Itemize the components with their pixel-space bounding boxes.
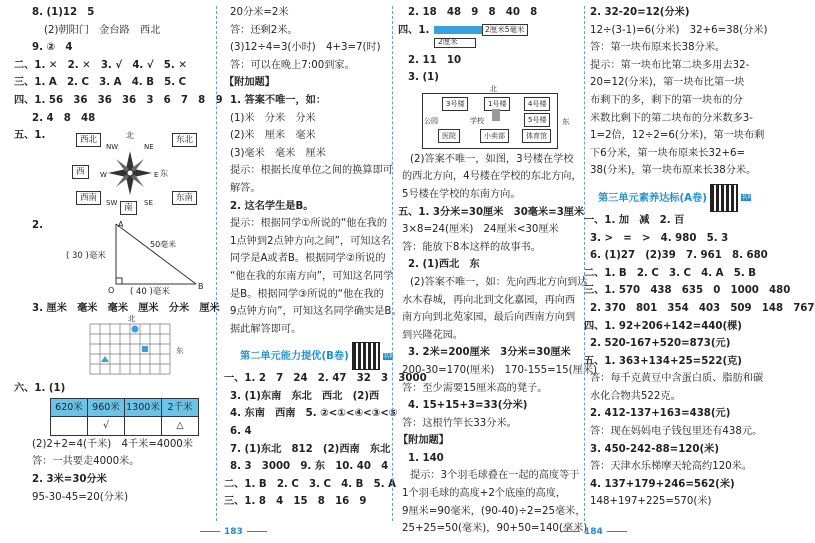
answer-line: (3)毫米 毫米 厘米 xyxy=(230,147,326,159)
table-header: 960米 xyxy=(88,398,125,417)
section-title: 第三单元素养达标(A卷) xyxy=(598,192,707,204)
side-label: ( 40 )毫米 xyxy=(130,287,170,298)
page-number-right: 184 xyxy=(556,527,631,537)
answer-line: 4. 东南 西南 5. ②<①<④<③<⑤ xyxy=(230,408,398,420)
answer-line: (1)米 分米 分米 xyxy=(230,112,316,124)
hint-line: 9点钟方向”，可知这名同学确实是B。 xyxy=(230,306,402,318)
answer-line: 答：还剩2米。 xyxy=(230,24,298,36)
map-place: 体育馆 xyxy=(522,129,551,143)
ne-label: NE xyxy=(144,142,154,151)
answer-line: 三、1. A 2. C 3. A 4. B 5. C xyxy=(14,77,187,89)
north-label: 北 xyxy=(128,313,136,323)
table-header: 1300米 xyxy=(125,398,162,417)
answer-line: 一、1. 加 减 2. 百 xyxy=(584,214,685,226)
direction-box: 西 xyxy=(72,165,89,179)
hint-line: 提示：第一块布比第二块多用去32- xyxy=(590,59,750,71)
hint-line: 提示：3个羽毛球叠在一起的高度等于 xyxy=(410,470,580,482)
answer-line: 2. 4 8 48 xyxy=(32,112,96,124)
vertex-a: A xyxy=(118,220,124,230)
hint-line: 25+25=50(毫米)，90+50=140(毫米) xyxy=(402,523,588,535)
answer-line: (2)答案不唯一，如图，3号楼在学校 xyxy=(410,153,574,165)
answer-line: 三、1. 570 438 635 0 1000 480 xyxy=(584,285,791,297)
answer-line: 3. 厘米 毫米 毫米 厘米 分米 厘米 xyxy=(32,303,220,315)
answer-line: 3. (1)东南 东北 西北 (2)西 xyxy=(230,390,380,402)
school-map-figure xyxy=(408,84,578,151)
hint-line: 1个羽毛球的高度+2个底座的高度， xyxy=(402,488,567,500)
answer-line: 12÷(3-1)=6(分米) 32+6=38(分米) xyxy=(590,24,768,36)
map-building: 1号楼 xyxy=(484,97,510,111)
east-label: 东 xyxy=(160,168,168,178)
column-divider xyxy=(392,6,393,521)
answer-line: 8. 3 3000 9. 东 10. 40 4 xyxy=(230,461,389,473)
table-cell: △ xyxy=(162,417,199,436)
school-building-icon xyxy=(492,109,500,121)
answer-line: 2. 18 48 9 8 40 8 xyxy=(408,7,538,18)
answer-line: 四、1. 56 36 36 36 3 6 7 8 9 xyxy=(14,94,223,106)
direction-box: 西南 xyxy=(76,191,101,205)
answer-line: (2)2+2=4(千米) 4千米=4000米 xyxy=(32,438,193,450)
north-label: 北 xyxy=(126,130,134,140)
table-cell: √ xyxy=(88,417,125,436)
bar-figure xyxy=(398,22,578,52)
answer-line: 南方向到北苑家园，最后向西南方向到 xyxy=(402,312,576,324)
hint-line: “他在我的东南方向”，可知这名同学 xyxy=(230,270,394,282)
answer-line: 二、1. B 2. C 3. C 4. A 5. B xyxy=(584,267,757,279)
answer-line: 9. ② 4 xyxy=(32,42,73,54)
answer-line: 四、1. 92+206+142=440(棵) xyxy=(584,320,742,332)
answer-line: 答：现在妈妈电子钱包里还有438元。 xyxy=(590,426,763,438)
answer-line: 五、1. xyxy=(14,130,46,142)
answer-line: 答：这根竹竿长33分米。 xyxy=(402,417,517,429)
section-title: 第二单元能力提优(B卷) xyxy=(240,351,349,363)
direction-box: 南 xyxy=(120,201,137,215)
nw-label: NW xyxy=(106,142,119,151)
answer-line: 答：能放下8本这样的故事书。 xyxy=(402,241,541,253)
map-building: 3号楼 xyxy=(442,97,468,111)
answer-line: (3)12÷4=3(小时) 4+3=7(时) xyxy=(230,42,381,54)
qr-code-icon[interactable] xyxy=(710,184,738,212)
grid-map-figure xyxy=(32,313,204,376)
answer-line: 二、1. B 2. C 3. C 4. B 5. A xyxy=(224,478,397,490)
answer-line: 7. (1)东北 812 (2)西南 东北 xyxy=(230,443,391,455)
answer-line: 一、1. 2 7 24 2. 47 32 3 3000 xyxy=(224,373,427,385)
answer-line: 答：天津水乐梯摩天轮高约120米。 xyxy=(590,461,753,473)
answer-line: 答：第一块布原来长38分米。 xyxy=(590,42,726,54)
hint-line: 提示：根据长度单位之间的换算即可 xyxy=(230,165,393,177)
answer-line: 水化合物共522克。 xyxy=(590,390,681,402)
hint-line: 布剩下的多，剩下的第一块布的分 xyxy=(590,94,743,106)
answer-line: 4. 137+179+246=562(米) xyxy=(590,478,735,490)
answer-line: 2. 3米=30分米 xyxy=(32,473,107,485)
answer-line: 答：可以在晚上7:00到家。 xyxy=(230,59,355,71)
vertex-b: B xyxy=(198,282,204,292)
answer-line: (2)朝阳门 金台路 西北 xyxy=(44,24,161,36)
page-number-left: 183 xyxy=(196,527,271,537)
answer-line: 5号楼在学校的东南方向。 xyxy=(402,188,521,200)
answer-line: 3. 2米=200厘米 3分米=30厘米 xyxy=(408,347,571,359)
distance-table xyxy=(50,398,199,436)
map-building: 5号楼 xyxy=(524,113,550,127)
answer-line: 四、1. xyxy=(398,24,430,36)
east-label: 东 xyxy=(562,116,570,126)
answer-line: (2)米 厘米 毫米 xyxy=(230,130,316,142)
answer-line: 答：一共要走4000米。 xyxy=(32,456,140,468)
table-cell xyxy=(51,417,88,436)
map-place: 公园 xyxy=(424,116,438,125)
column-3 xyxy=(398,0,597,538)
bar-label: 2厘米5毫米 xyxy=(482,24,528,36)
se-label: SE xyxy=(144,198,153,207)
answer-line: 3. > = > 4. 980 5. 3 xyxy=(590,232,729,244)
east-label: 东 xyxy=(176,345,184,355)
hint-line: 米数比剩下的第二块布的分米数多3- xyxy=(590,112,753,124)
section-header xyxy=(230,342,408,368)
answer-line: 到兴隆花园。 xyxy=(402,329,464,341)
answer-line: 6. (1)27 (2)39 7. 961 8. 680 xyxy=(590,250,768,262)
side-label: ( 30 )毫米 xyxy=(66,251,106,262)
map-place: 医院 xyxy=(438,129,460,143)
qr-code-icon[interactable] xyxy=(352,342,380,370)
hint-line: 是B。根据同学③所说的“他在我的 xyxy=(230,288,384,300)
e-label: E xyxy=(154,170,159,179)
answer-line: 2. 370 801 354 403 509 148 767 xyxy=(590,302,815,314)
hint-line: 下6分米，第一块布原来长32+6= xyxy=(590,147,746,159)
hint-line: 据此解答即可。 xyxy=(230,323,302,335)
table-header: 2千米 xyxy=(162,398,199,417)
answer-line: 答：每千克黄豆中含蛋白质、脂肪和碳 xyxy=(590,373,764,385)
answer-line: 2. (1)西北 东 xyxy=(408,259,480,271)
bonus-heading: 【附加题】 xyxy=(224,77,275,89)
compass-figure xyxy=(32,129,204,213)
bar-long xyxy=(434,26,482,34)
vertex-o: O xyxy=(108,286,115,296)
answer-line: 水木春城，再向北到文化嘉园，再向西 xyxy=(402,294,576,306)
column-4 xyxy=(584,0,815,511)
answer-line: 二、1. ✕ 2. ✕ 3. √ 4. √ 5. ✕ xyxy=(14,59,187,71)
answer-line: 2. 这名学生是B。 xyxy=(230,200,314,212)
answer-line: 3×8=24(厘米) 24厘米<30厘米 xyxy=(402,224,559,236)
answer-line: 1. 140 xyxy=(408,452,444,464)
sw-label: SW xyxy=(106,198,118,207)
answer-line: 答：至少需要15厘米高的凳子。 xyxy=(402,382,548,394)
answer-line: 五、1. 363+134+25=522(克) xyxy=(584,355,742,367)
column-divider xyxy=(584,6,585,521)
answer-line: (2)答案不唯一，如：先向西北方向到达 xyxy=(410,276,588,288)
answer-line: 148+197+225=570(米) xyxy=(590,496,712,508)
hypotenuse-label: 50毫米 xyxy=(150,240,177,250)
answer-line: 2. 520-167+520=873(元) xyxy=(590,338,731,350)
answer-line: 20分米=2米 xyxy=(230,7,289,18)
answer-line: 95-30-45=20(分米) xyxy=(32,491,129,503)
hint-line: 38(分米)，第一块布原来长38分米。 xyxy=(590,165,757,177)
answer-line: 六、1. (1) xyxy=(14,382,66,394)
map-place: 学校 xyxy=(470,116,484,125)
answer-line: 8. (1)12 5 xyxy=(32,7,95,18)
triangle-figure xyxy=(32,218,204,298)
answer-line: 3. (1) xyxy=(408,72,439,84)
qr-tag: 名师讲解 xyxy=(741,194,766,202)
bonus-heading: 【附加题】 xyxy=(398,435,449,447)
hint-line: 解答。 xyxy=(230,182,261,194)
direction-box: 东北 xyxy=(172,133,197,147)
answer-line: 2. 11 10 xyxy=(408,54,462,66)
map-building: 4号楼 xyxy=(524,97,550,111)
hint-line: 20=12(分米)，第一块布比第一块 xyxy=(590,77,745,89)
answer-line: 2. xyxy=(32,219,43,231)
qr-tag: 名师讲解 xyxy=(383,352,408,360)
answer-line: 1. 答案不唯一，如： xyxy=(230,94,327,106)
north-label: 北 xyxy=(490,84,497,93)
column-1 xyxy=(14,0,223,506)
answer-line: 2. 412-137+163=438(元) xyxy=(590,408,731,420)
answer-line: 3. 450-242-88=120(米) xyxy=(590,443,719,455)
answer-line: 五、1. 3分米=30厘米 30毫米=3厘米 xyxy=(398,206,585,218)
direction-box: 东南 xyxy=(172,191,197,205)
table-header: 620米 xyxy=(51,398,88,417)
hint-line: 同学是A或者B。根据同学②所说的 xyxy=(230,253,386,265)
hint-line: 1=2倍，12÷2=6(分米)，第一块布剩 xyxy=(590,130,765,142)
map-place: 小卖部 xyxy=(480,129,509,143)
bar-label: 2厘米 xyxy=(438,36,458,46)
answer-line: 三、1. 8 4 15 8 16 9 xyxy=(224,496,367,508)
answer-line: 的西北方向，4号楼在学校的东北方向， xyxy=(402,171,582,183)
hint-line: 1点钟到2点钟方向之间”，可知这名 xyxy=(230,235,391,247)
w-label: W xyxy=(100,170,107,179)
answer-line: 6. 4 xyxy=(230,426,252,438)
direction-box: 西北 xyxy=(76,133,101,147)
hint-line: 提示：根据同学①所说的“他在我的 xyxy=(230,218,388,230)
answer-line: 200-30=170(厘米) 170-155=15(厘米) xyxy=(402,364,597,376)
answer-line: 2. 32-20=12(分米) xyxy=(590,7,690,18)
table-cell xyxy=(125,417,162,436)
answer-line: 4. 15+15+3=33(分米) xyxy=(408,400,528,412)
section-header xyxy=(590,184,770,210)
column-divider xyxy=(216,6,217,521)
hint-line: 9厘米=90毫米，(90-40)÷2=25毫米， xyxy=(402,505,586,517)
